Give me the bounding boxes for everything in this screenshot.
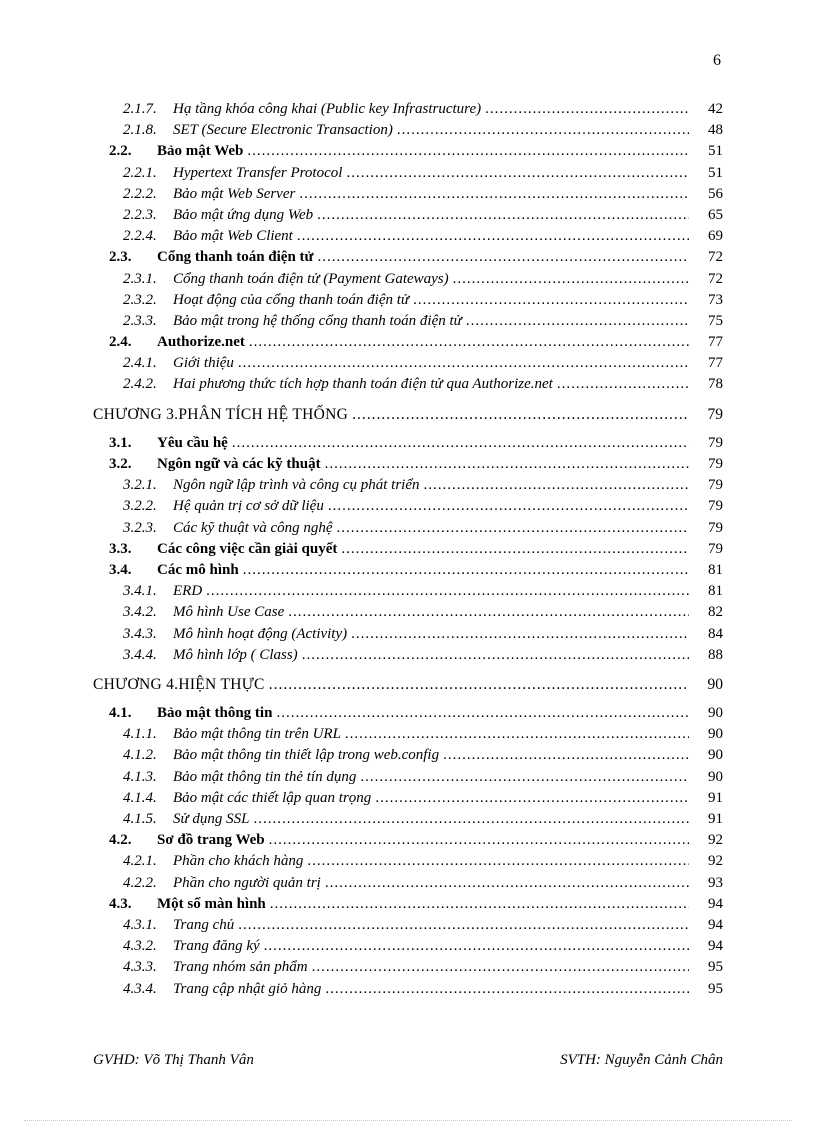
toc-entry-label xyxy=(93,979,321,1000)
toc-entry[interactable] xyxy=(93,624,723,645)
toc-entry[interactable] xyxy=(93,184,723,205)
toc-entry-number: 2.4.1. xyxy=(123,355,157,372)
toc-page-number: 42 xyxy=(708,101,723,117)
page-number: 6 xyxy=(713,52,721,69)
toc-entry-number: 2.1.7. xyxy=(123,101,157,117)
toc-entry-title: Bảo mật thông tin thẻ tín dụng xyxy=(173,768,357,785)
toc-entry-number: 3.2.2. xyxy=(123,498,157,515)
toc-entry-number: 4.3.2. xyxy=(123,938,157,955)
toc-dot-leader xyxy=(466,311,689,332)
toc-entry-title: Trang nhóm sản phẩm xyxy=(173,959,308,976)
toc-dot-leader xyxy=(557,374,689,395)
toc-entry-number: 2.2.4. xyxy=(123,228,157,245)
toc-entry-label xyxy=(93,581,202,602)
toc-entry-title: Yêu cầu hệ xyxy=(157,434,228,451)
toc-page-number: 81 xyxy=(708,583,723,600)
toc-entry-title: Bảo mật thông tin xyxy=(157,705,273,722)
toc-entry-label xyxy=(93,873,321,894)
toc-dot-leader xyxy=(238,353,689,374)
toc-entry-number: 3.2. xyxy=(109,456,132,472)
toc-page-number: 94 xyxy=(708,895,723,912)
toc-entry-title: Sử dụng SSL xyxy=(173,811,250,827)
toc-entry-label xyxy=(93,915,234,936)
toc-dot-leader xyxy=(318,247,689,268)
toc-entry-label xyxy=(93,332,245,353)
toc-entry[interactable] xyxy=(93,767,723,788)
toc-entry-title: Hạ tầng khóa công khai (Public key Infrastructure) xyxy=(173,101,482,117)
toc-entry-number: 4.2.1. xyxy=(123,853,157,870)
toc-entry-title: Bảo mật trong hệ thống cổng thanh toán điện tử xyxy=(173,312,462,329)
toc-entry-label xyxy=(93,205,313,226)
toc-dot-leader xyxy=(269,830,689,851)
toc-entry-label xyxy=(93,674,265,695)
toc-page-number: 90 xyxy=(707,675,723,693)
toc-entry-number: 3.4.1. xyxy=(123,583,157,600)
toc-page-number: 79 xyxy=(708,498,723,515)
toc-entry-title: Một số màn hình xyxy=(157,895,266,912)
toc-dot-leader xyxy=(351,624,689,645)
toc-page-number: 69 xyxy=(708,228,723,245)
toc-entry-number: 2.4.2. xyxy=(123,376,157,393)
toc-page-number: 65 xyxy=(708,206,723,223)
toc-entry[interactable] xyxy=(93,290,723,311)
toc-entry-number: 2.3. xyxy=(109,249,132,266)
toc-entry[interactable] xyxy=(93,645,723,666)
toc-entry[interactable] xyxy=(93,724,723,745)
toc-entry-title: Trang cập nhật giỏ hàng xyxy=(173,980,322,997)
toc-page-number: 79 xyxy=(708,519,723,536)
toc-entry[interactable] xyxy=(93,703,723,724)
toc-dot-leader xyxy=(270,894,689,915)
toc-dot-leader xyxy=(264,936,689,957)
toc-entry[interactable] xyxy=(93,979,723,1000)
toc-dot-leader xyxy=(276,703,689,724)
toc-entry-label xyxy=(93,353,234,374)
toc-entry-number: 3.4.3. xyxy=(123,625,157,642)
toc-dot-leader xyxy=(243,560,689,581)
toc-page-number: 94 xyxy=(708,916,723,933)
toc-entry-number: 2.1.8. xyxy=(123,122,157,139)
toc-entry-label xyxy=(93,788,371,809)
toc-dot-leader xyxy=(247,141,689,162)
toc-entry-title: SET (Secure Electronic Transaction) xyxy=(173,122,393,139)
toc-entry-title: Phần cho khách hàng xyxy=(173,853,304,870)
toc-dot-leader xyxy=(299,184,689,205)
toc-entry-number: 3.2.1. xyxy=(123,477,157,494)
toc-page-number: 75 xyxy=(708,312,723,329)
toc-entry-number: 2.2. xyxy=(109,143,132,160)
toc-dot-leader xyxy=(346,163,689,184)
toc-page-number: 91 xyxy=(708,789,723,806)
toc-entry-title: Các kỹ thuật và công nghệ xyxy=(173,519,333,536)
toc-entry-label xyxy=(93,475,420,496)
toc-entry[interactable] xyxy=(93,475,723,496)
toc-page-number: 79 xyxy=(708,434,723,451)
toc-entry-label xyxy=(93,184,295,205)
toc-entry-title: Trang đăng ký xyxy=(173,938,260,955)
toc-entry[interactable] xyxy=(93,894,723,915)
toc-entry-label xyxy=(93,894,266,915)
toc-entry-number: 2.2.2. xyxy=(123,185,157,202)
toc-entry-number: 4.3.3. xyxy=(123,959,157,976)
toc-dot-leader xyxy=(249,332,689,353)
toc-entry-title: Cổng thanh toán điện tử xyxy=(157,249,314,266)
toc-dot-leader xyxy=(232,433,689,454)
toc-entry-number: 2.2.3. xyxy=(123,206,157,223)
toc-entry-number: 3.4.2. xyxy=(123,604,157,621)
toc-entry[interactable] xyxy=(93,809,723,830)
toc-entry-number: 4.1.5. xyxy=(123,811,157,827)
toc-entry[interactable] xyxy=(93,602,723,623)
toc-page-number: 90 xyxy=(708,726,723,743)
toc-entry-label xyxy=(93,560,239,581)
toc-dot-leader xyxy=(352,404,689,425)
toc-entry[interactable] xyxy=(93,936,723,957)
toc-entry[interactable] xyxy=(93,745,723,766)
toc-dot-leader xyxy=(297,226,689,247)
toc-entry-label xyxy=(93,703,272,724)
toc-entry-label xyxy=(93,830,265,851)
toc-dot-leader xyxy=(206,581,689,602)
toc-page-number: 82 xyxy=(708,604,723,621)
toc-entry-number: 3.3. xyxy=(109,540,132,557)
toc-entry-number: 4.1.4. xyxy=(123,789,157,806)
toc-entry-label xyxy=(93,433,228,454)
toc-entry[interactable] xyxy=(93,873,723,894)
toc-entry[interactable] xyxy=(93,788,723,809)
toc-entry-title: Mô hình hoạt động (Activity) xyxy=(173,625,348,642)
toc-entry-label xyxy=(93,745,439,766)
toc-dot-leader xyxy=(453,269,689,290)
toc-entry[interactable] xyxy=(93,957,723,978)
toc-entry-label xyxy=(93,767,356,788)
toc-entry[interactable] xyxy=(93,353,723,374)
toc-entry[interactable] xyxy=(93,163,723,184)
toc-dot-leader xyxy=(288,602,689,623)
toc-dot-leader xyxy=(337,518,689,539)
toc-entry-number: 4.3. xyxy=(109,895,132,912)
toc-page-number: 79 xyxy=(708,540,723,557)
toc-entry-label xyxy=(93,936,260,957)
toc-entry-label xyxy=(93,374,553,395)
toc-entry-number: 3.2.3. xyxy=(123,519,157,536)
toc-page-number: 77 xyxy=(708,355,723,372)
toc-entry-number: 2.2.1. xyxy=(123,164,157,181)
toc-entry-number: 4.1. xyxy=(109,705,132,722)
toc-entry-number: 4.1.2. xyxy=(123,747,157,764)
toc-entry-number: 2.3.3. xyxy=(123,312,157,329)
toc-dot-leader xyxy=(413,290,689,311)
toc-entry-label xyxy=(93,851,303,872)
toc-page-number: 93 xyxy=(708,874,723,891)
toc-entry-label xyxy=(93,99,481,120)
toc-page-number: 90 xyxy=(708,747,723,764)
toc-dot-leader xyxy=(443,745,689,766)
toc-entry[interactable] xyxy=(93,851,723,872)
toc-entry-title: Giới thiệu xyxy=(173,355,234,372)
toc-dot-leader xyxy=(312,957,689,978)
toc-dot-leader xyxy=(485,99,689,120)
toc-dot-leader xyxy=(341,539,689,560)
toc-page-number: 95 xyxy=(708,959,723,976)
toc-entry-number: 4.3.4. xyxy=(123,980,157,997)
toc-entry-title: Bảo mật Web Server xyxy=(173,185,296,202)
toc-page-number: 51 xyxy=(708,143,723,160)
toc-entry-title: Hypertext Transfer Protocol xyxy=(173,164,343,181)
toc-entry-label xyxy=(93,809,250,830)
toc-entry[interactable] xyxy=(93,454,723,475)
toc-page-number: 94 xyxy=(708,938,723,955)
toc-entry-title: CHƯƠNG 4.HIỆN THỰC xyxy=(93,675,265,693)
toc-entry-label xyxy=(93,163,342,184)
toc-dot-leader xyxy=(317,205,689,226)
toc-entry[interactable] xyxy=(93,830,723,851)
toc-page-number: 81 xyxy=(708,561,723,578)
toc-page-number: 72 xyxy=(708,270,723,287)
toc-page-number: 90 xyxy=(708,705,723,722)
toc-entry-title: Các công việc cần giải quyết xyxy=(157,540,338,557)
toc-entry-title: Sơ đồ trang Web xyxy=(157,832,265,849)
toc-page-number: 90 xyxy=(708,768,723,785)
toc-entry-label xyxy=(93,404,348,425)
toc-dot-leader xyxy=(325,873,689,894)
toc-entry[interactable] xyxy=(93,433,723,454)
toc-entry[interactable] xyxy=(93,539,723,560)
toc-entry[interactable] xyxy=(93,141,723,162)
toc-entry[interactable] xyxy=(93,120,723,141)
toc-entry-label xyxy=(93,290,409,311)
toc-entry-label xyxy=(93,496,324,517)
toc-entry-title: Bảo mật Web xyxy=(157,143,244,160)
toc-entry-label xyxy=(93,141,243,162)
toc-entry-title: Ngôn ngữ lập trình và công cụ phát triển xyxy=(173,477,420,494)
toc-entry-title: Bảo mật thông tin thiết lập trong web.config xyxy=(173,747,440,764)
toc-dot-leader xyxy=(360,767,689,788)
toc-entry-title: Cổng thanh toán điện tử (Payment Gateways) xyxy=(173,270,449,287)
toc-page-number: 88 xyxy=(708,646,723,663)
toc-entry[interactable] xyxy=(93,518,723,539)
toc-entry-title: Bảo mật ứng dụng Web xyxy=(173,206,314,223)
toc-entry-title: Các mô hình xyxy=(157,561,239,578)
toc-entry-label xyxy=(93,645,298,666)
toc-entry-label xyxy=(93,957,308,978)
toc-entry-title: Authorize.net xyxy=(157,334,245,351)
toc-entry-label xyxy=(93,518,333,539)
toc-entry-number: 4.2.2. xyxy=(123,874,157,891)
toc-page-number: 91 xyxy=(708,811,723,827)
toc-dot-leader xyxy=(307,851,689,872)
page-footer xyxy=(93,1052,723,1069)
toc-entry-title: Bảo mật thông tin trên URL xyxy=(173,726,341,743)
toc-dot-leader xyxy=(328,496,689,517)
toc-page-number: 92 xyxy=(708,853,723,870)
toc-page-number: 72 xyxy=(708,249,723,266)
toc-entry-title: CHƯƠNG 3.PHÂN TÍCH HỆ THỐNG xyxy=(93,405,349,423)
toc-page-number: 77 xyxy=(708,334,723,351)
toc-entry[interactable] xyxy=(93,311,723,332)
toc-chapter-entry[interactable] xyxy=(93,674,723,695)
toc-entry[interactable] xyxy=(93,581,723,602)
toc-entry[interactable] xyxy=(93,915,723,936)
bottom-divider xyxy=(24,1120,792,1121)
toc-entry-label xyxy=(93,247,314,268)
toc-entry-title: Ngôn ngữ và các kỹ thuật xyxy=(157,456,321,472)
toc-page-number: 79 xyxy=(708,477,723,494)
toc-entry[interactable] xyxy=(93,496,723,517)
toc-entry-title: Phần cho người quản trị xyxy=(173,874,321,891)
toc-page-number: 51 xyxy=(708,164,723,181)
toc-entry-number: 4.1.3. xyxy=(123,768,157,785)
toc-dot-leader xyxy=(238,915,689,936)
toc-entry-title: Hoạt động của cổng thanh toán điện tử xyxy=(173,291,410,308)
toc-entry-number: 2.4. xyxy=(109,334,132,351)
toc-page-number: 56 xyxy=(708,185,723,202)
toc-page-number: 79 xyxy=(708,456,723,472)
toc-entry[interactable] xyxy=(93,374,723,395)
toc-entry-label xyxy=(93,226,293,247)
toc-entry[interactable] xyxy=(93,560,723,581)
footer-advisor: GVHD: Võ Thị Thanh Vân xyxy=(93,1052,254,1068)
toc-page-number: 48 xyxy=(708,122,723,139)
toc-dot-leader xyxy=(302,645,689,666)
toc-entry-title: Bảo mật Web Client xyxy=(173,228,293,245)
toc-page-number: 78 xyxy=(708,376,723,393)
toc-entry-number: 4.2. xyxy=(109,832,132,849)
toc-page-number: 95 xyxy=(708,980,723,997)
footer-student: SVTH: Nguyễn Cảnh Chân xyxy=(560,1052,723,1068)
toc-dot-leader xyxy=(325,454,689,475)
toc-dot-leader xyxy=(424,475,690,496)
toc-chapter-entry[interactable] xyxy=(93,404,723,425)
toc-entry-label xyxy=(93,602,284,623)
toc-entry-title: Mô hình lớp ( Class) xyxy=(173,646,298,663)
toc-page-number: 79 xyxy=(707,405,723,423)
toc-entry-label xyxy=(93,120,393,141)
toc-entry-title: Trang chủ xyxy=(173,916,235,933)
toc-entry-title: Mô hình Use Case xyxy=(173,604,285,621)
toc-dot-leader xyxy=(375,788,689,809)
toc-entry-number: 3.4.4. xyxy=(123,646,157,663)
toc-entry-title: Hai phương thức tích hợp thanh toán điện tử qua Authorize.net xyxy=(173,376,553,393)
toc-entry[interactable] xyxy=(93,247,723,268)
toc-entry-label xyxy=(93,269,449,290)
toc-entry-title: Hệ quản trị cơ sở dữ liệu xyxy=(173,498,324,515)
toc-dot-leader xyxy=(269,674,689,695)
toc-entry-number: 2.3.2. xyxy=(123,291,157,308)
table-of-contents xyxy=(93,99,723,1000)
toc-entry-number: 3.4. xyxy=(109,561,132,578)
toc-entry-label xyxy=(93,724,341,745)
toc-entry-label xyxy=(93,539,337,560)
toc-entry-number: 2.3.1. xyxy=(123,270,157,287)
toc-entry[interactable] xyxy=(93,269,723,290)
toc-page-number: 92 xyxy=(708,832,723,849)
toc-entry-number: 3.1. xyxy=(109,434,132,451)
toc-entry-label xyxy=(93,624,347,645)
toc-page-number: 84 xyxy=(708,625,723,642)
toc-entry[interactable] xyxy=(93,205,723,226)
toc-entry-title: Bảo mật các thiết lập quan trọng xyxy=(173,789,372,806)
toc-entry[interactable] xyxy=(93,332,723,353)
toc-dot-leader xyxy=(254,809,689,830)
toc-entry-number: 4.3.1. xyxy=(123,916,157,933)
toc-entry[interactable] xyxy=(93,99,723,120)
toc-entry-label xyxy=(93,311,462,332)
toc-dot-leader xyxy=(397,120,689,141)
toc-entry-label xyxy=(93,454,321,475)
toc-page-number: 73 xyxy=(708,291,723,308)
toc-entry-number: 4.1.1. xyxy=(123,726,157,743)
toc-entry[interactable] xyxy=(93,226,723,247)
toc-entry-title: ERD xyxy=(173,583,203,600)
toc-dot-leader xyxy=(325,979,689,1000)
toc-dot-leader xyxy=(345,724,689,745)
